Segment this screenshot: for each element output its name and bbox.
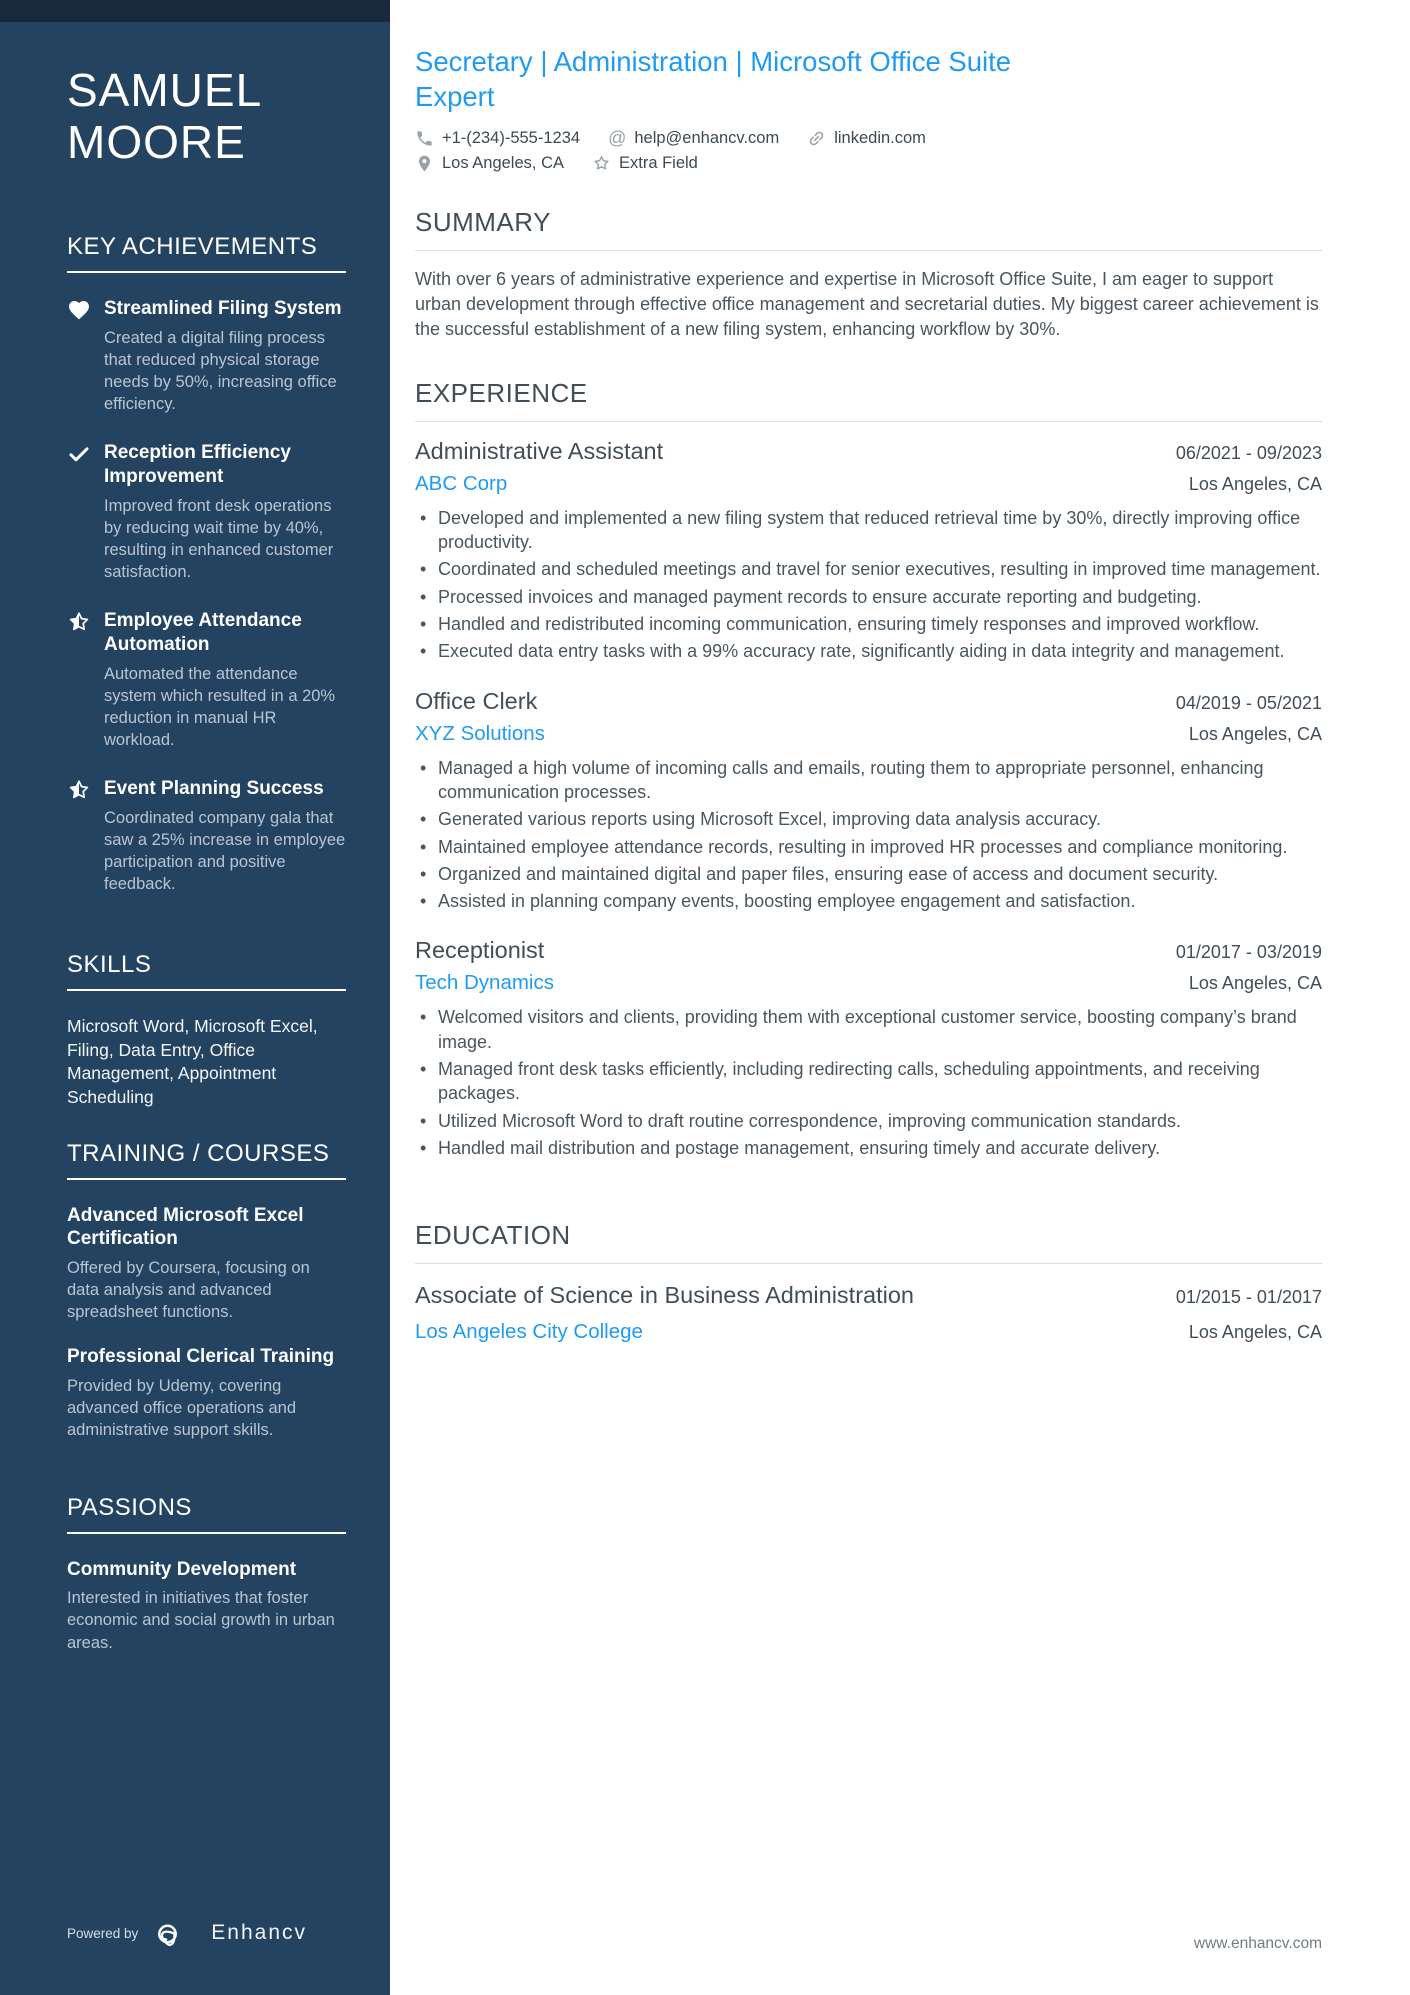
achievement-description: Created a digital filing process that reduced physical storage needs by 50%, increasing office efficiency.: [104, 328, 337, 413]
section-divider: [415, 250, 1322, 251]
achievement-title: Employee Attendance Automation: [104, 610, 302, 655]
job-title: Office Clerk: [415, 687, 538, 714]
job-title: Receptionist: [415, 937, 545, 964]
summary-text: With over 6 years of administrative experience and expertise in Microsoft Office Suite, I am eager to support urban development through effective office management and secretarial duties. My biggest career achievement is the successful establishment of a new filing system, enhancing workflow by 30%.: [415, 269, 1319, 340]
enhancv-brand-link[interactable]: [156, 1919, 307, 1947]
education-dates: 01/2015 - 01/2017: [1175, 1287, 1322, 1308]
job-header: [415, 937, 1322, 964]
passion-description: Interested in initiatives that foster economic and social growth in urban areas.: [67, 1589, 335, 1652]
education-header: [415, 1280, 1322, 1312]
job-location: Los Angeles, CA: [1188, 723, 1322, 744]
email-contact[interactable]: [608, 129, 779, 148]
passion-item: [67, 1558, 346, 1654]
job-location: Los Angeles, CA: [1188, 473, 1322, 494]
job-bullets: [415, 1005, 1322, 1160]
company-name: XYZ Solutions: [415, 721, 545, 745]
achievement-description: Improved front desk operations by reducing wait time by 40%, resulting in enhanced customer satisfaction.: [104, 496, 334, 581]
job-dates: 04/2019 - 05/2021: [1175, 692, 1322, 713]
passions-section: [67, 1494, 346, 1676]
achievement-description: Coordinated company gala that saw a 25% increase in employee participation and positive feedback.: [104, 808, 346, 894]
section-divider: [67, 989, 346, 991]
sidebar-top-bar: [0, 0, 390, 22]
job-bullet: • Managed a high volume of incoming calls and emails, routing them to appropriate personnel, enhancing communication processes.: [415, 756, 1322, 805]
job-header: [415, 688, 1322, 715]
skills-heading: SKILLS: [67, 951, 152, 979]
at-icon: @: [608, 128, 627, 149]
experience-section: [415, 378, 1322, 1184]
location-text: Los Angeles, CA: [442, 154, 564, 173]
skills-section: [67, 951, 346, 1110]
job-bullets: [415, 506, 1322, 664]
training-section: [67, 1140, 346, 1464]
sidebar: [0, 0, 390, 1995]
summary-heading: SUMMARY: [415, 207, 551, 238]
linkedin-contact[interactable]: [807, 129, 926, 148]
job-bullet: • Maintained employee attendance records, resulting in improved HR processes and compliance monitoring.: [415, 835, 1322, 859]
resume-headline: Secretary | Administration | Microsoft Office Suite Expert: [415, 46, 1012, 113]
education-location: Los Angeles, CA: [1188, 1321, 1322, 1342]
achievement-item: [67, 777, 346, 895]
course-title: Professional Clerical Training: [67, 1346, 335, 1368]
job-bullet: • Coordinated and scheduled meetings and travel for senior executives, resulting in improved time management.: [415, 557, 1322, 581]
achievement-text: [104, 441, 346, 583]
phone-icon: [415, 129, 434, 148]
email-address: help@enhancv.com: [634, 129, 780, 148]
company-name: Tech Dynamics: [415, 971, 554, 995]
section-divider: [415, 421, 1322, 422]
job-bullet: • Organized and maintained digital and paper files, ensuring ease of access and document security.: [415, 862, 1322, 886]
education-section: [415, 1220, 1322, 1368]
passions-heading: PASSIONS: [67, 1493, 192, 1521]
achievement-item: [67, 441, 346, 583]
contact-info: [415, 129, 1322, 173]
job-subheader: [415, 472, 1322, 496]
education-heading: EDUCATION: [415, 1220, 571, 1251]
extra-field-contact: [592, 154, 698, 173]
sidebar-footer: [0, 1919, 390, 1995]
powered-by-label: Powered by: [67, 1925, 139, 1941]
job-bullet: • Executed data entry tasks with a 99% accuracy rate, significantly aiding in data integrity and management.: [415, 639, 1322, 663]
job-bullet: • Generated various reports using Microsoft Excel, improving data analysis accuracy.: [415, 807, 1322, 831]
link-icon: [807, 129, 826, 148]
achievement-title: Reception Efficiency Improvement: [104, 442, 291, 487]
enhancv-brand-name: Enhancv: [211, 1921, 308, 1944]
main-footer: [415, 1935, 1322, 1953]
achievement-item: [67, 609, 346, 751]
check-icon: [67, 442, 91, 466]
job-dates: 06/2021 - 09/2023: [1175, 442, 1322, 463]
job-bullet: • Welcomed visitors and clients, providing them with exceptional customer service, boosting company’s brand image.: [415, 1005, 1322, 1054]
job-bullet: • Developed and implemented a new filing system that reduced retrieval time by 30%, directly improving office productivity.: [415, 506, 1322, 555]
key-achievements-heading: KEY ACHIEVEMENTS: [67, 232, 318, 260]
enhancv-logo-icon: [156, 1919, 202, 1947]
course-item: [67, 1204, 346, 1324]
experience-entry: [415, 688, 1322, 914]
job-location: Los Angeles, CA: [1188, 973, 1322, 994]
summary-section: [415, 207, 1322, 341]
location-pin-icon: [415, 154, 434, 173]
phone-number: +1-(234)-555-1234: [442, 129, 581, 148]
contact-row: [415, 129, 1322, 148]
section-divider: [415, 1263, 1322, 1264]
job-bullets: [415, 756, 1322, 914]
website-link[interactable]: www.enhancv.com: [1193, 1935, 1322, 1952]
job-bullet: • Utilized Microsoft Word to draft routine correspondence, improving communication standards.: [415, 1109, 1322, 1133]
phone-contact: [415, 129, 580, 148]
key-achievements-section: [67, 233, 346, 921]
linkedin-url: linkedin.com: [834, 129, 926, 148]
education-subheader: [415, 1320, 1322, 1344]
course-title: Advanced Microsoft Excel Certification: [67, 1204, 304, 1250]
section-divider: [67, 271, 346, 273]
person-name: SAMUEL MOORE: [67, 64, 261, 169]
education-entry: [415, 1280, 1322, 1344]
star-half-icon: [67, 610, 91, 634]
achievement-title: Streamlined Filing System: [104, 297, 342, 319]
job-bullet: • Processed invoices and managed payment records to ensure accurate reporting and budgeting.: [415, 585, 1322, 609]
skills-list: Microsoft Word, Microsoft Excel, Filing, Data Entry, Office Management, Appointment Scheduling: [67, 1016, 318, 1107]
course-description: Provided by Udemy, covering advanced office operations and administrative support skills.: [67, 1377, 297, 1440]
passion-title: Community Development: [67, 1558, 297, 1580]
school-name: Los Angeles City College: [415, 1319, 643, 1343]
experience-heading: EXPERIENCE: [415, 377, 588, 408]
star-half-icon: [67, 778, 91, 802]
achievement-title: Event Planning Success: [104, 777, 324, 799]
company-name: ABC Corp: [415, 471, 508, 495]
achievement-item: [67, 297, 346, 415]
course-item: [67, 1345, 346, 1441]
experience-entry: [415, 438, 1322, 664]
training-heading: TRAINING / COURSES: [67, 1139, 330, 1167]
job-dates: 01/2017 - 03/2019: [1175, 942, 1322, 963]
extra-field-text: Extra Field: [619, 154, 698, 173]
course-description: Offered by Coursera, focusing on data analysis and advanced spreadsheet functions.: [67, 1259, 310, 1322]
job-subheader: [415, 971, 1322, 995]
heart-icon: [67, 298, 91, 322]
job-subheader: [415, 722, 1322, 746]
job-bullet: • Assisted in planning company events, boosting employee engagement and satisfaction.: [415, 889, 1322, 913]
contact-row: [415, 154, 1322, 173]
achievement-text: [104, 777, 346, 895]
section-divider: [67, 1178, 346, 1180]
achievement-description: Automated the attendance system which resulted in a 20% reduction in manual HR workload.: [104, 664, 336, 749]
job-header: [415, 438, 1322, 465]
job-title: Administrative Assistant: [415, 437, 664, 464]
location-contact: [415, 154, 564, 173]
star-icon: [592, 154, 611, 173]
job-bullet: • Handled mail distribution and postage management, ensuring timely and accurate delivery.: [415, 1136, 1322, 1160]
sidebar-content: [0, 22, 390, 1919]
section-divider: [67, 1532, 346, 1534]
job-bullet: • Handled and redistributed incoming communication, ensuring timely responses and improved workflow.: [415, 612, 1322, 636]
achievement-text: [104, 297, 346, 415]
experience-entry: [415, 937, 1322, 1160]
degree-title: Associate of Science in Business Administration: [415, 1282, 914, 1309]
job-bullet: • Managed front desk tasks efficiently, including redirecting calls, scheduling appointments, and receiving packages.: [415, 1057, 1322, 1106]
resume-main: [390, 0, 1410, 1995]
achievement-text: [104, 609, 346, 751]
